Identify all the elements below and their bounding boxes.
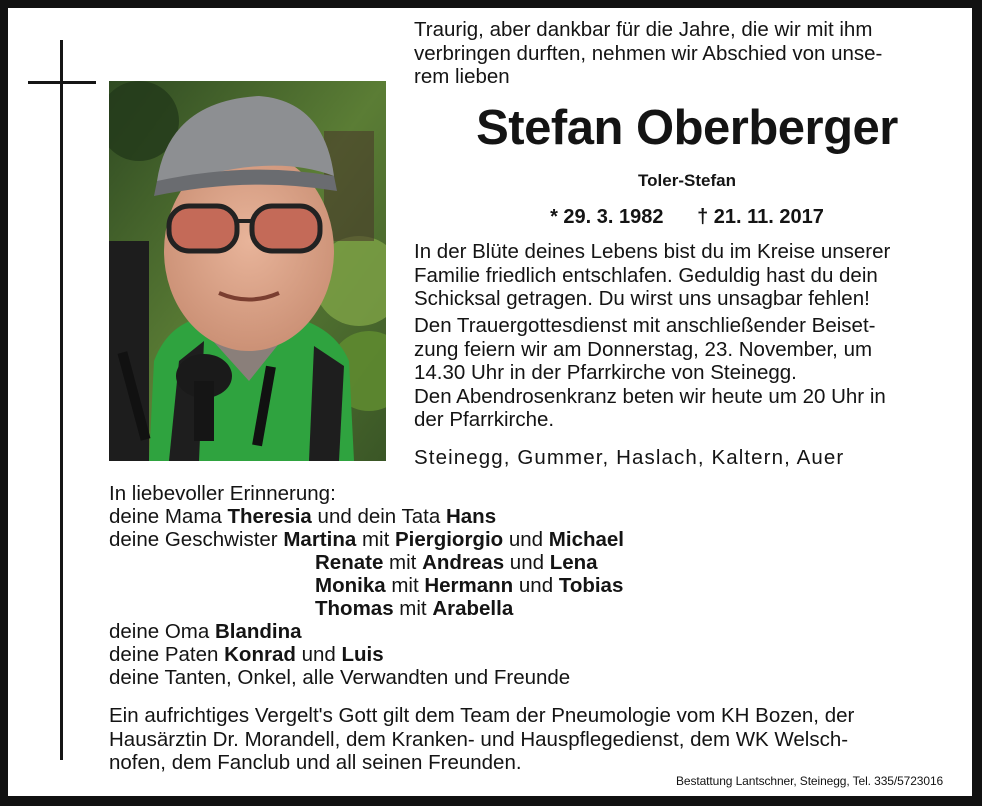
family-member-name: Blandina: [214, 620, 302, 643]
relation-text: mit: [385, 574, 425, 597]
intro-line: verbringen durften, nehmen wir Abschied von unse-: [414, 41, 883, 65]
family-member-name: Renate: [315, 551, 384, 574]
family-row: [109, 666, 570, 690]
family-row: [315, 574, 623, 598]
family-row: [109, 528, 624, 552]
family-member-name: Hans: [445, 505, 497, 528]
relation-text: deine Paten: [109, 643, 225, 666]
thanks-text: [109, 704, 959, 775]
family-member-name: Michael: [548, 528, 624, 551]
funeral-home-credit: Bestattung Lantschner, Steinegg, Tel. 335/5723016: [676, 774, 944, 788]
family-member-name: Hermann: [424, 574, 514, 597]
relation-text: mit: [393, 597, 433, 620]
birth-date: * 29. 3. 1982: [550, 206, 664, 228]
relation-text: und dein Tata: [311, 505, 446, 528]
tribute-text: [414, 240, 960, 311]
family-member-name: Arabella: [432, 597, 514, 620]
thanks-line: Hausärztin Dr. Morandell, dem Kranken- und Hauspflegedienst, dem WK Welsch-: [109, 727, 849, 751]
service-line: 14.30 Uhr in der Pfarrkirche von Steinegg.: [414, 361, 797, 384]
relation-text: deine Tanten, Onkel, alle Verwandten und Freunde: [109, 666, 571, 689]
intro-line: rem lieben: [414, 65, 510, 88]
relation-text: und: [504, 551, 550, 574]
family-member-name: Lena: [549, 551, 598, 574]
relation-text: und: [503, 528, 549, 551]
family-row: [109, 643, 384, 667]
places-list: Steinegg, Gummer, Haslach, Kaltern, Auer: [414, 446, 845, 469]
relation-text: deine Geschwister: [109, 528, 284, 551]
family-row: [315, 551, 598, 575]
life-dates: [414, 205, 960, 229]
family-member-name: Konrad: [224, 643, 296, 666]
family-member-name: Luis: [341, 643, 384, 666]
tribute-line: Familie friedlich entschlafen. Geduldig hast du dein: [414, 263, 878, 287]
intro-text: [414, 18, 960, 89]
relation-text: mit: [383, 551, 423, 574]
tribute-line: In der Blüte deines Lebens bist du im Kreise unserer: [414, 240, 891, 263]
death-date: † 21. 11. 2017: [697, 206, 824, 228]
service-line: Den Trauergottesdienst mit anschließender Beiset-: [414, 314, 876, 337]
service-line: zung feiern wir am Donnerstag, 23. November, um: [414, 337, 873, 361]
family-member-name: Thomas: [315, 597, 394, 620]
family-member-name: Tobias: [558, 574, 624, 597]
family-member-name: Andreas: [422, 551, 505, 574]
service-line: der Pfarrkirche.: [414, 408, 555, 431]
thanks-line: nofen, dem Fanclub und all seinen Freunden.: [109, 751, 522, 774]
portrait-photo: [109, 81, 386, 461]
family-row: [109, 620, 302, 644]
nickname: Toler-Stefan: [638, 171, 736, 190]
family-member-name: Theresia: [227, 505, 312, 528]
family-row: [315, 597, 513, 621]
tribute-line: Schicksal getragen. Du wirst uns unsagbar fehlen!: [414, 287, 870, 310]
family-member-name: Piergiorgio: [394, 528, 504, 551]
relation-text: und: [513, 574, 559, 597]
family-member-name: Martina: [283, 528, 357, 551]
family-member-name: Monika: [315, 574, 386, 597]
relation-text: deine Oma: [109, 620, 215, 643]
relation-text: deine Mama: [109, 505, 228, 528]
service-info: [414, 314, 960, 432]
service-line: Den Abendrosenkranz beten wir heute um 20 Uhr in: [414, 384, 886, 408]
deceased-name: Stefan Oberberger: [476, 101, 898, 155]
relation-text: und: [295, 643, 342, 666]
family-row: [109, 505, 496, 529]
thanks-line: Ein aufrichtiges Vergelt's Gott gilt dem Team der Pneumologie vom KH Bozen, der: [109, 704, 855, 727]
relation-text: mit: [356, 528, 395, 551]
obituary-notice: [8, 8, 972, 796]
family-heading: In liebevoller Erinnerung:: [109, 482, 336, 505]
intro-line: Traurig, aber dankbar für die Jahre, die wir mit ihm: [414, 18, 873, 41]
